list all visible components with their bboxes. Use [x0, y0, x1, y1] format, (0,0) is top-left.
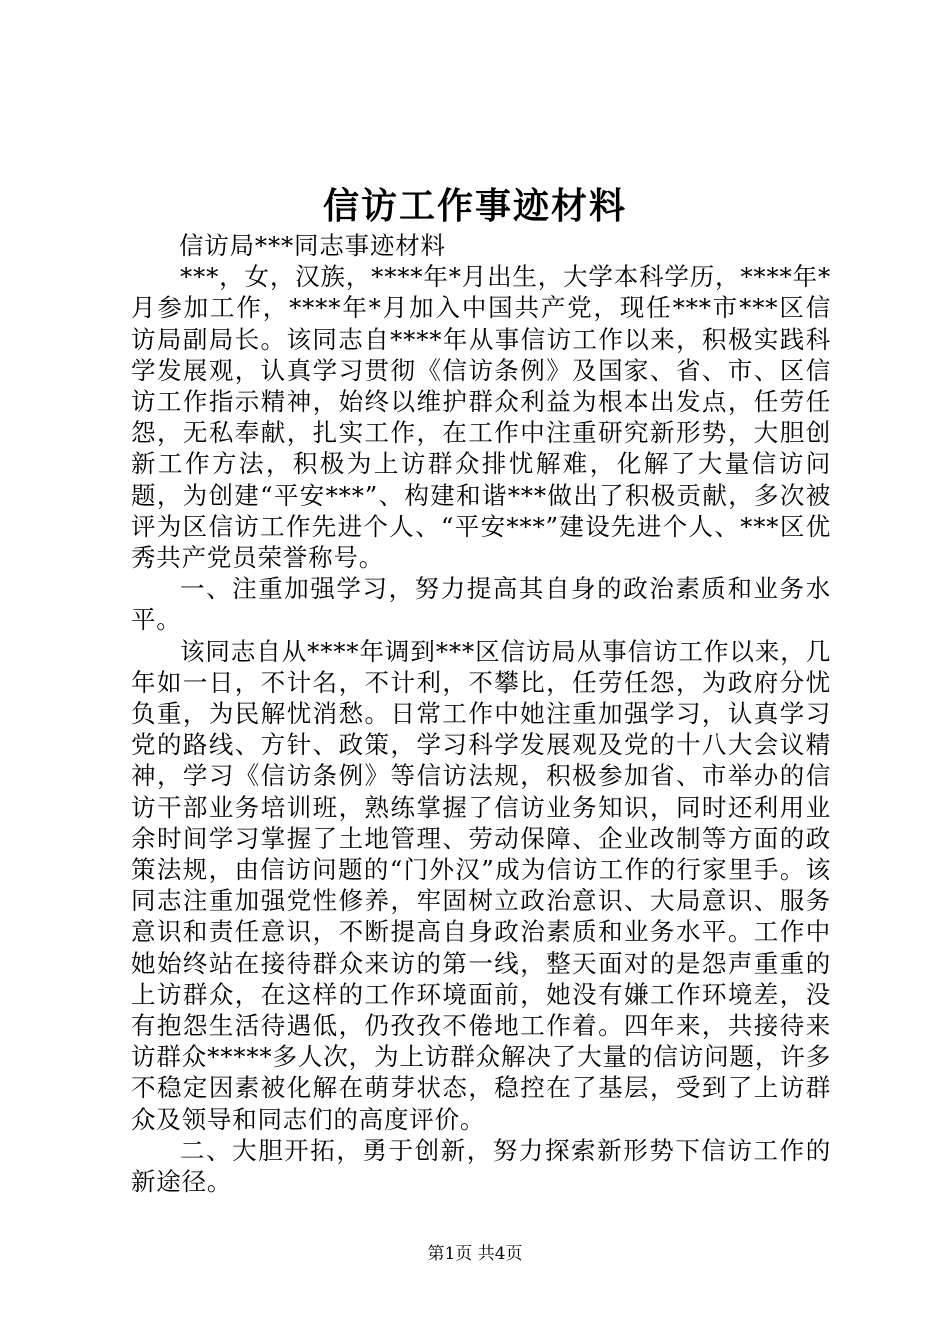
- section-heading-1: 一、注重加强学习，努力提高其自身的政治素质和业务水平。: [131, 574, 831, 635]
- paragraph-section-1: 该同志自从****年调到***区信访局从事信访工作以来，几年如一日，不计名，不计利，不攀比，任劳任怨，为政府分忧负重，为民解忧消愁。日常工作中她注重加强学习，认真学习党的路线、方针、政策，学习科学发展观及党的十八大会议精神，学习《信访条例》等信访法规，积极参加省、市举办的信访干部业务培训班，熟练掌握了信访业务知识，同时还利用业余时间学习掌握了土地管理、劳动保障、企业改制等方面的政策法规，由信访问题的“门外汉”成为信访工作的行家里手。该同志注重加强党性修养，牢固树立政治意识、大局意识、服务意识和责任意识，不断提高自身政治素质和业务水平。工作中她始终站在接待群众来访的第一线，整天面对的是怨声重重的上访群众，在这样的工作环境面前，她没有嫌工作环境差，没有抱怨生活待遇低，仍孜孜不倦地工作着。四年来，共接待来访群众*****多人次，为上访群众解决了大量的信访问题，许多不稳定因素被化解在萌芽状态，稳控在了基层，受到了上访群众及领导和同志们的高度评价。: [131, 636, 831, 1134]
- page-footer: 第1页 共4页: [427, 1244, 523, 1264]
- section-heading-2: 二、大胆开拓，勇于创新，努力探索新形势下信访工作的新途径。: [131, 1135, 831, 1197]
- document-subtitle: 信访局***同志事迹材料: [179, 231, 446, 260]
- paragraph-profile: ***，女，汉族，****年*月出生，大学本科学历，****年*月参加工作，****年*月加入中国共产党，现任***市***区信访局副局长。该同志自****年从事信访工作以来，积极实践科学发展观，认真学习贯彻《信访条例》及国家、省、市、区信访工作指示精神，始终以维护群众利益为根本出发点，任劳任怨，无私奉献，扎实工作，在工作中注重研究新形势，大胆创新工作方法，积极为上访群众排忧解难，化解了大量信访问题，为创建“平安***”、构建和谐***做出了积极贡献，多次被评为区信访工作先进个人、“平安***”建设先进个人、***区优秀共产党员荣誉称号。: [131, 262, 831, 573]
- document-title: 信访工作事迹材料: [322, 185, 627, 227]
- document-body: [131, 230, 831, 1197]
